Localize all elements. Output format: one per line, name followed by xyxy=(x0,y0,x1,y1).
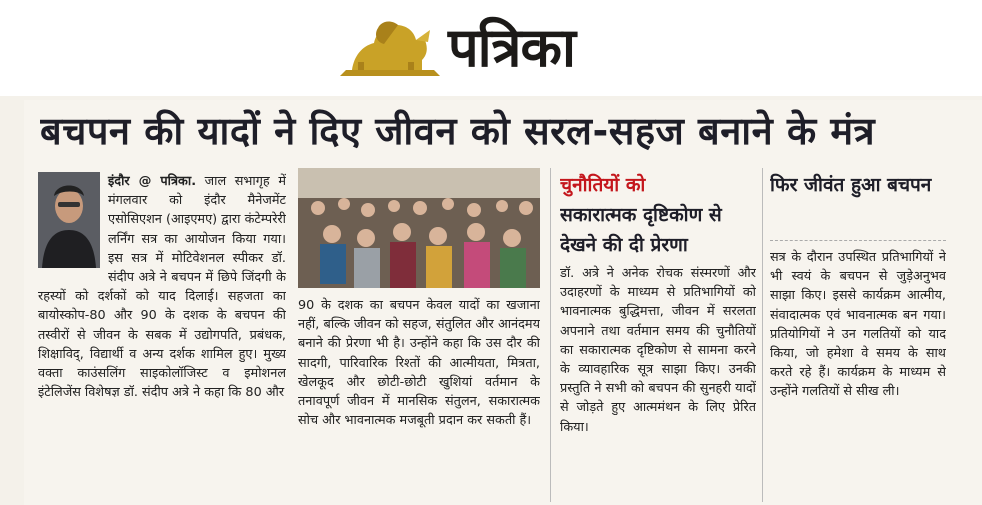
article-column-2 xyxy=(298,296,540,502)
column-2-text: 90 के दशक का बचपन केवल यादों का खजाना नहीं, बल्कि जीवन को सहज, संतुलित और आनंदमय बनाने की प्रेरणा भी है। उन्होंने कहा कि उस दौर की सादगी, पारिवारिक रिश्तों की आत्मीयता, मित्रता, खेलकूद और छोटी-छोटी खुशियां वर्तमान के तनावपूर्ण जीवन में मानसिक संतुलन, सकारात्मक सोच और भावनात्मक मजबूती प्रदान कर सकती हैं। xyxy=(298,298,540,429)
article-column-3 xyxy=(560,264,756,502)
news-clipping xyxy=(24,100,982,505)
column-1-text: जाल सभागृह में मंगलवार को इंदौर मैनेजमेंट एसोसिएशन (आइएमए) द्वारा कंटेम्परेरी लर्निंग सत्र का आयोजन किया गया। इस सत्र में मोटिवेशनल स्पीकर डॉ. संदीप अत्रे ने बचपन में छिपे जिंदगी के रहस्यों को दर्शकों को याद दिलाई। सहजता का बायोस्कोप-80 और 90 के दशक के बचपन की तस्वीरों से जीवन के सबक में उद्योगपति, प्रबंधक, शिक्षाविद्, विद्यार्थी व अन्य दर्शक शामिल हुए। मुख्य वक्ता काउंसलिंग साइकोलॉजिस्ट व इमोशनल इंटेलिजेंस विशेषज्ञ डॉ. संदीप अत्रे ने कहा कि 80 और xyxy=(38,174,286,401)
subheading-childhood: फिर जीवंत हुआ बचपन xyxy=(770,170,946,241)
masthead xyxy=(0,0,982,96)
newspaper-brand: पत्रिका xyxy=(448,16,575,79)
column-4-text: सत्र के दौरान उपस्थित प्रतिभागियों ने भी स्वयं के बचपन से जुड़ेअनुभव साझा किए। इससे कार्यक्रम आत्मीय, संवादात्मक एवं भावनात्मक बन गया। प्रतियोगियों ने उन गलतियों को याद किया, जो हमेशा वे समय के साथ करते रहे हैं। कार्यक्रम के माध्यम से उन्होंने गलतियों से सीख ली। xyxy=(770,250,946,400)
speaker-portrait xyxy=(38,172,100,268)
subheading-red-part: चुनौतियों को xyxy=(560,174,646,196)
column-divider xyxy=(550,168,551,502)
golden-lion-icon xyxy=(338,16,442,80)
article-column-4 xyxy=(770,248,946,502)
article-column-1 xyxy=(38,172,286,502)
subheading-challenges xyxy=(560,170,756,260)
article-headline: बचपन की यादों ने दिए जीवन को सरल-सहज बनाने के मंत्र xyxy=(40,109,876,153)
subheading-dark-part: सकारात्मक दृष्टिकोण से देखने की दी प्रेरणा xyxy=(560,204,722,256)
column-divider xyxy=(762,168,763,502)
column-3-text: डॉ. अत्रे ने अनेक रोचक संस्मरणों और उदाहरणों के माध्यम से प्रतिभागियों को भावनात्मक बुद्धिमत्ता, जीवन में सरलता अपनाने तथा वर्तमान समय की चुनौतियों का सकारात्मक दृष्टिकोण से सामना करने के व्यावहारिक सूत्र साझा किए। उनकी प्रस्तुति ने सभी को बचपन की सुनहरी यादों से जोड़ते हुए आत्ममंथन के लिए प्रेरित किया। xyxy=(560,266,756,435)
audience-photo xyxy=(298,168,540,288)
dateline: इंदौर @ पत्रिका. xyxy=(108,174,197,189)
